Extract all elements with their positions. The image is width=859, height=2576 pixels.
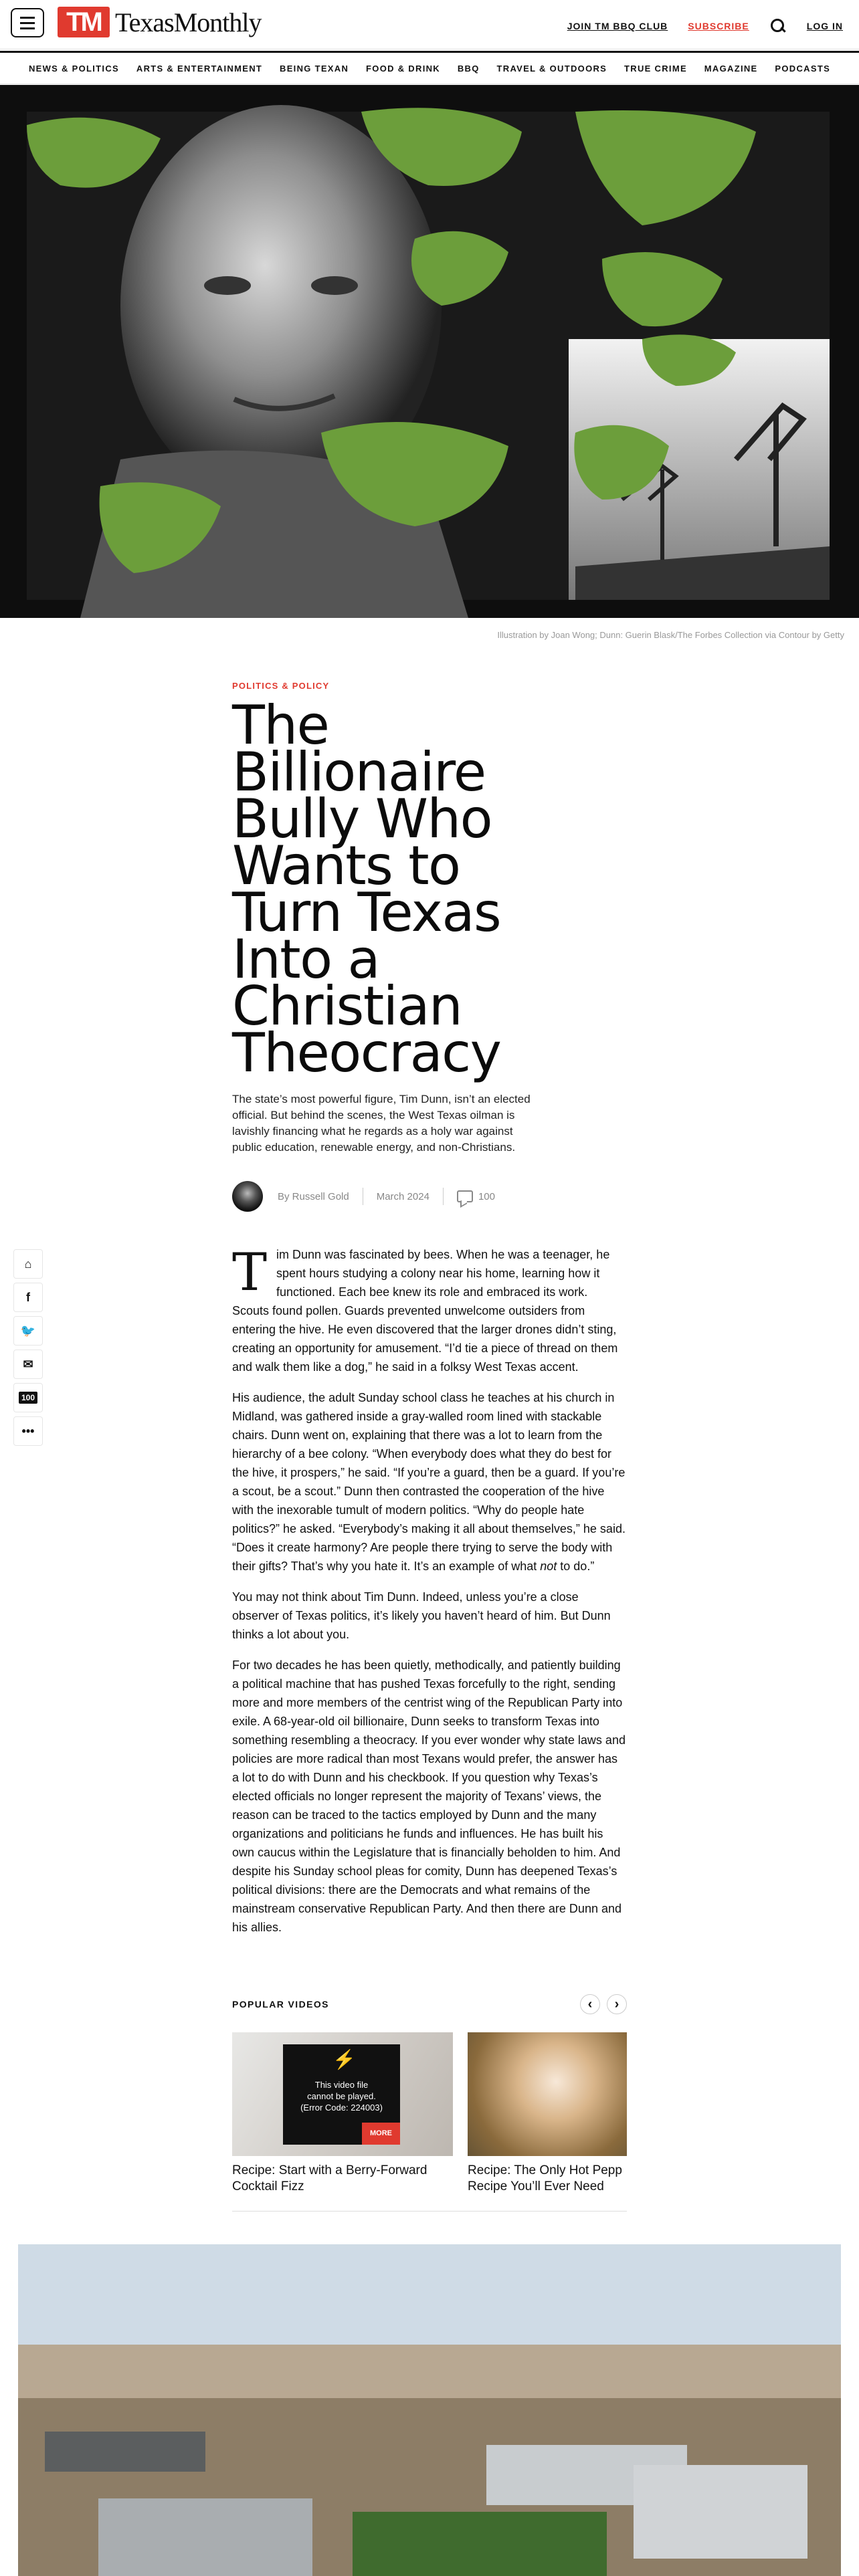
- video-error-overlay: [283, 2044, 400, 2145]
- divider: [232, 2211, 627, 2212]
- email-icon[interactable]: ✉: [13, 1350, 43, 1379]
- video-thumbnail[interactable]: [232, 2032, 453, 2156]
- popular-videos-header: [232, 1994, 627, 2014]
- hero-illustration: [0, 85, 859, 618]
- nav-true-crime[interactable]: TRUE CRIME: [624, 63, 687, 74]
- error-code: (Error Code: 224003): [300, 2103, 383, 2113]
- video-title-line: Recipe You’ll Ever Need: [468, 2179, 604, 2193]
- video-title-line: Cocktail Fizz: [232, 2179, 304, 2193]
- nav-arts-entertainment[interactable]: ARTS & ENTERTAINMENT: [136, 63, 263, 74]
- carousel-controls: [580, 1994, 627, 2014]
- login-link[interactable]: LOG IN: [806, 21, 843, 31]
- popular-videos-title: POPULAR VIDEOS: [232, 1999, 329, 2010]
- facebook-icon[interactable]: f: [13, 1283, 43, 1312]
- error-line: This video file: [314, 2080, 369, 2090]
- section-nav: [0, 51, 859, 84]
- article-dek: The state’s most powerful figure, Tim Dunn, isn’t an elected official. But behind the scenes, the West Texas oilman is lavishly financing what he regards as a holy war against public education, renewable energy, and non-Christians.: [232, 1093, 531, 1154]
- video-thumbnail[interactable]: [468, 2032, 627, 2156]
- nav-magazine[interactable]: MAGAZINE: [704, 63, 758, 74]
- paragraph: [232, 1245, 627, 1376]
- divider: [443, 1188, 444, 1205]
- subscribe-link[interactable]: SUBSCRIBE: [688, 21, 749, 31]
- paragraph: You may not think about Tim Dunn. Indeed, unless you’re a close observer of Texas politics, it’s likely you haven’t heard of him. But Dunn thinks a lot about you.: [232, 1590, 611, 1641]
- site-header: [0, 0, 859, 49]
- paragraph-text: His audience, the adult Sunday school class he teaches at his church in Midland, was gathered inside a gray-walled room lined with stackable chairs. Dunn went on, explaining that there was a lot to learn from the hierarchy of a bee colony. “When everybody does what they do best for the hive, it prospers,” he said. “If you’re a guard, then be a guard. If you’re a scout, be a scout.” Dunn then contrasted the cooperation of the hive with the inexorable tumult of modern politics. “Why do people hate politics?” he asked. “Everybody’s making it all about themselves,” he said. “Does it create harmony? Are people there trying to serve the body with their gifts? That’s why you hate it. It’s an example of what: [232, 1391, 626, 1573]
- search-icon[interactable]: [769, 17, 787, 35]
- join-bbq-club-link[interactable]: JOIN TM BBQ CLUB: [567, 21, 668, 31]
- site-logo[interactable]: [58, 5, 262, 39]
- aerial-photo-artwork: [18, 2244, 841, 2576]
- paragraph: For two decades he has been quietly, methodically, and patiently building a political machine that has pushed Texas forcefully to the right, sending more and more members of the centrist wing of the Republican Party into exile. A 68-year-old oil billionaire, Dunn seeks to transform Texas into something resembling a theocracy. If you ever wonder why state laws and policies are more radical than most Texans would prefer, the answer has a lot to do with Dunn and his checkbook. If you question why Texas’s elected officials no longer represent the majority of Texans’ views, the reason can be traced to the tactics employed by Dunn and the many organizations and politicians he funds and influences. He has built his own caucus within the Legislature that is financially beholden to him. And despite his Sunday school pleas for comity, Dunn has deepened Texas’s political divisions: there are the Democrats and what remains of the mainstream conservative Republican Party. And then there are Dunn and his allies.: [232, 1658, 626, 1934]
- comment-count-button[interactable]: [13, 1383, 43, 1412]
- logo-mark: TM: [58, 7, 110, 37]
- video-carousel: [232, 2032, 627, 2216]
- aerial-photo: [18, 2244, 841, 2576]
- hero-artwork: [0, 85, 859, 618]
- paragraph: [232, 1388, 627, 1576]
- nav-podcasts[interactable]: PODCASTS: [775, 63, 831, 74]
- more-icon[interactable]: •••: [13, 1416, 43, 1446]
- menu-button[interactable]: [11, 8, 44, 37]
- error-line: cannot be played.: [307, 2091, 376, 2101]
- article-body: [232, 1245, 627, 1949]
- nav-news-politics[interactable]: NEWS & POLITICS: [28, 63, 119, 74]
- twitter-icon[interactable]: 🐦: [13, 1316, 43, 1346]
- chevron-left-icon[interactable]: ‹: [580, 1994, 600, 2014]
- video-card[interactable]: [232, 2032, 453, 2195]
- paragraph-text: to do.”: [557, 1560, 595, 1573]
- video-title[interactable]: [232, 2163, 453, 2195]
- share-rail: [13, 1249, 43, 1446]
- comment-icon[interactable]: [457, 1190, 473, 1202]
- home-icon[interactable]: ⌂: [13, 1249, 43, 1279]
- comment-count-link[interactable]: 100: [478, 1190, 495, 1202]
- article-kicker[interactable]: POLITICS & POLICY: [232, 681, 330, 691]
- emphasis: not: [540, 1560, 557, 1573]
- comment-count: 100: [19, 1392, 37, 1404]
- logo-text: TexasMonthly: [115, 7, 262, 37]
- video-title[interactable]: [468, 2163, 627, 2195]
- byline: [232, 1181, 627, 1212]
- video-title-line: Recipe: Start with a Berry-Forward: [232, 2163, 427, 2177]
- author-avatar[interactable]: [232, 1181, 263, 1212]
- nav-bbq[interactable]: BBQ: [457, 63, 480, 74]
- author-name[interactable]: By Russell Gold: [278, 1190, 349, 1202]
- paragraph-text: im Dunn was fascinated by bees. When he was a teenager, he spent hours studying a colony near his home, learning how it functioned. Each bee knew its role and embraced its work. Scouts found pollen. Guards prevented unwelcome outsiders from entering the hive. He even discovered that the larger drones didn’t sting, creating an opportunity for amusement. “I’d tie a piece of thread on them and walk them like a dog,” he said in a folksy West Texas accent.: [232, 1248, 618, 1374]
- chevron-right-icon[interactable]: ›: [607, 1994, 627, 2014]
- more-button[interactable]: MORE: [362, 2123, 400, 2145]
- video-title-line: Recipe: The Only Hot Pepp: [468, 2163, 622, 2177]
- nav-travel-outdoors[interactable]: TRAVEL & OUTDOORS: [496, 63, 607, 74]
- publish-date: March 2024: [376, 1190, 430, 1202]
- video-card[interactable]: [468, 2032, 627, 2195]
- drop-cap: T: [232, 1243, 268, 1303]
- nav-food-drink[interactable]: FOOD & DRINK: [366, 63, 440, 74]
- no-video-icon: ⚡: [332, 2049, 356, 2070]
- nav-being-texan[interactable]: BEING TEXAN: [280, 63, 349, 74]
- header-links: [567, 17, 843, 35]
- article-headline: The Billionaire Bully Who Wants to Turn Texas Into a Christian Theocracy: [232, 694, 501, 1084]
- hero-caption: Illustration by Joan Wong; Dunn: Guerin Blask/The Forbes Collection via Contour by Getty: [497, 630, 844, 640]
